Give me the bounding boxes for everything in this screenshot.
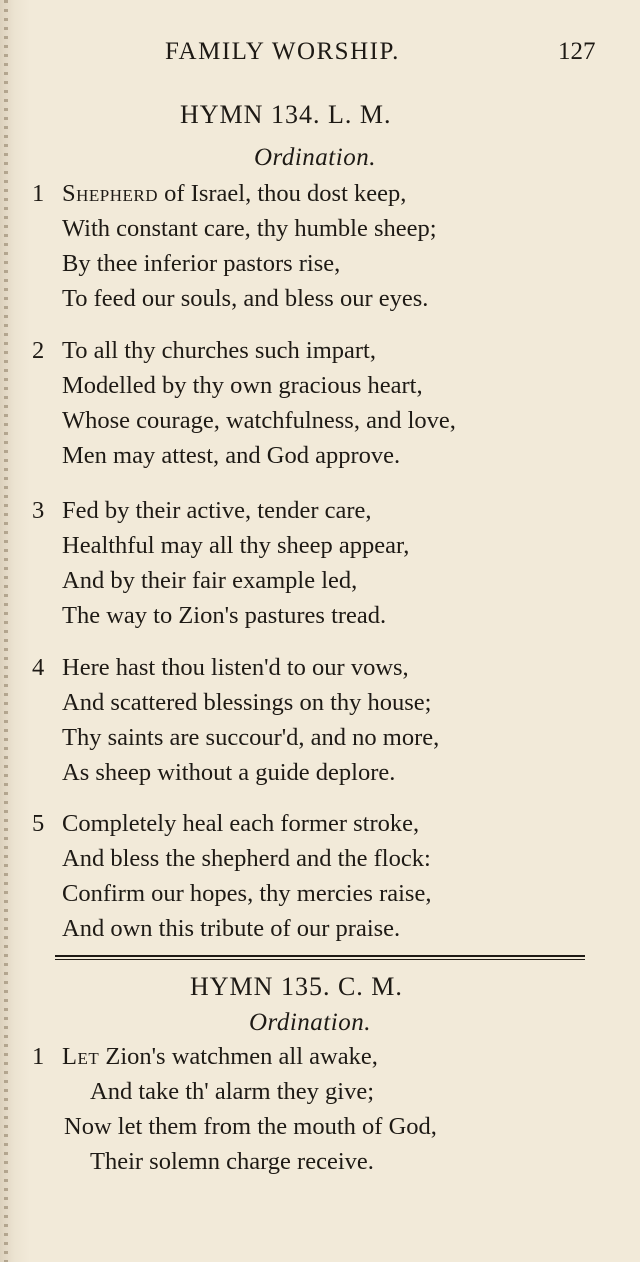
verse-line <box>62 1043 378 1071</box>
verse-line: Here hast thou listen'd to our vows, <box>62 654 409 681</box>
hymn-134-title: HYMN 134. L. M. <box>180 100 392 129</box>
section-divider-rule <box>55 955 585 960</box>
page-gutter-shadow <box>4 0 8 1262</box>
verse-line: Fed by their active, tender care, <box>62 497 372 524</box>
hymn-135-title: HYMN 135. C. M. <box>190 972 403 1001</box>
verse-line: The way to Zion's pastures tread. <box>62 602 387 629</box>
verse-line: And by their fair example led, <box>62 567 358 594</box>
hymn-134-subtitle: Ordination. <box>254 144 376 171</box>
verse-line <box>62 180 406 208</box>
stanza-number: 1 <box>32 1043 45 1070</box>
verse-line: To all thy churches such impart, <box>62 337 376 364</box>
running-head: FAMILY WORSHIP. <box>165 38 400 65</box>
stanza-number: 5 <box>32 810 45 837</box>
verse-line: By thee inferior pastors rise, <box>62 250 341 277</box>
stanza-number: 3 <box>32 497 45 524</box>
verse-line: Whose courage, watchfulness, and love, <box>62 407 456 434</box>
drop-word: Let <box>62 1043 100 1070</box>
verse-line-rest: Zion's watchmen all awake, <box>99 1043 378 1070</box>
verse-line: Completely heal each former stroke, <box>62 810 420 837</box>
verse-line: And bless the shepherd and the flock: <box>62 845 431 872</box>
verse-line: As sheep without a guide deplore. <box>62 759 396 786</box>
verse-line: Men may attest, and God approve. <box>62 442 401 469</box>
verse-line: Their solemn charge receive. <box>90 1148 374 1175</box>
verse-line: And scattered blessings on thy house; <box>62 689 432 716</box>
verse-line: Thy saints are succour'd, and no more, <box>62 724 440 751</box>
verse-line-rest: of Israel, thou dost keep, <box>158 180 407 207</box>
page-number: 127 <box>558 38 596 65</box>
verse-line: Confirm our hopes, thy mercies raise, <box>62 880 432 907</box>
stanza-number: 2 <box>32 337 45 364</box>
verse-line: Now let them from the mouth of God, <box>64 1113 437 1140</box>
stanza-number: 1 <box>32 180 45 207</box>
verse-line: With constant care, thy humble sheep; <box>62 215 437 242</box>
verse-line: Modelled by thy own gracious heart, <box>62 372 423 399</box>
verse-line: To feed our souls, and bless our eyes. <box>62 285 429 312</box>
drop-word: Shepherd <box>62 180 159 207</box>
verse-line: Healthful may all thy sheep appear, <box>62 532 410 559</box>
verse-line: And take th' alarm they give; <box>90 1078 375 1105</box>
hymn-135-subtitle: Ordination. <box>249 1009 371 1036</box>
stanza-number: 4 <box>32 654 45 681</box>
verse-line: And own this tribute of our praise. <box>62 915 401 942</box>
